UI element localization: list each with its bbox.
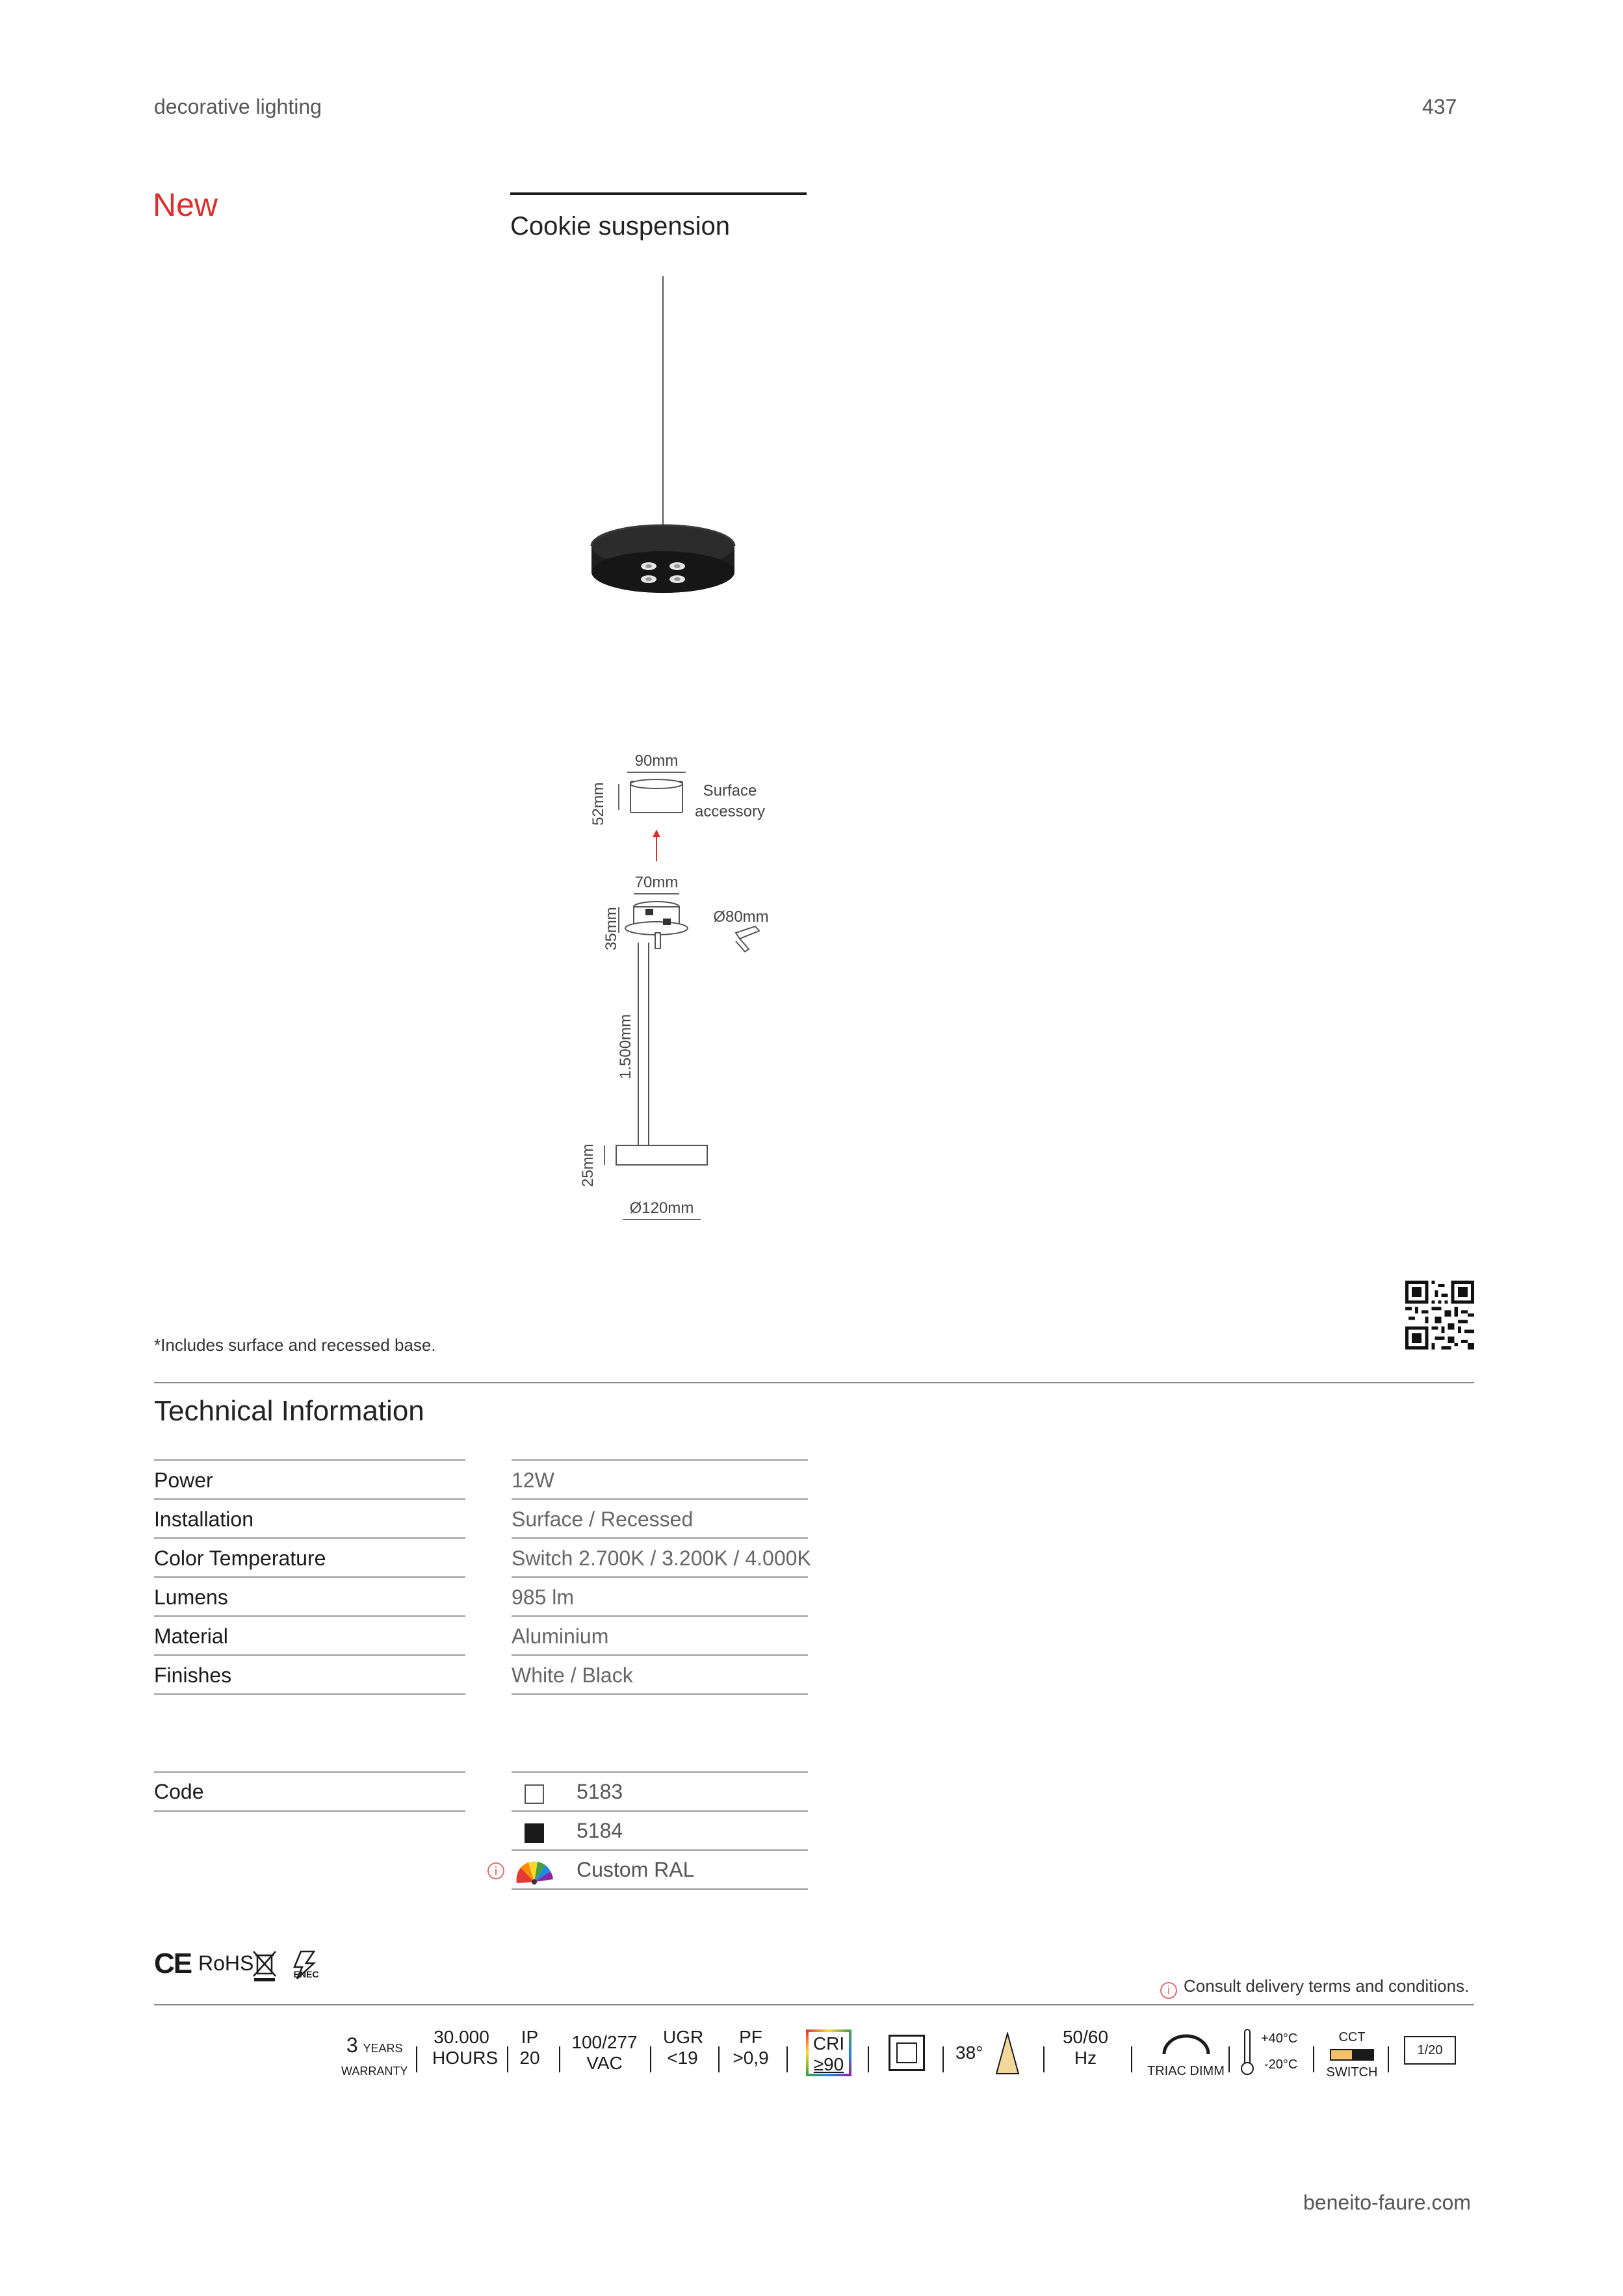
separator xyxy=(559,2046,560,2072)
code-row-ral xyxy=(512,1849,808,1890)
separator xyxy=(416,2046,417,2072)
spec-label: Finishes xyxy=(154,1654,465,1695)
new-badge: New xyxy=(153,187,218,223)
spec-value: Aluminium xyxy=(512,1615,808,1654)
dim-mid-width: 70mm xyxy=(634,874,679,891)
consult-text: Consult delivery terms and conditions. xyxy=(1184,1976,1470,1996)
surface-label-2: accessory xyxy=(694,803,766,820)
separator xyxy=(868,2046,869,2072)
triac-dimm-icon xyxy=(1160,2033,1212,2055)
warranty: 3 YEARS WARRANTY xyxy=(341,2033,408,2078)
spec-label: Lumens xyxy=(154,1576,465,1615)
separator xyxy=(1131,2046,1132,2072)
temp-max: +40°C xyxy=(1261,2031,1298,2046)
website-link[interactable]: beneito-faure.com xyxy=(1303,2191,1471,2214)
beam-angle-value: 38° xyxy=(955,2042,983,2063)
section-divider xyxy=(154,1382,1474,1383)
technical-drawing xyxy=(565,748,786,1229)
spec-value: Switch 2.700K / 3.200K / 4.000K xyxy=(512,1537,808,1576)
dim-hole: Ø80mm xyxy=(713,908,769,926)
ugr: UGR <19 xyxy=(663,2027,704,2068)
separator xyxy=(786,2046,788,2072)
code-value: Custom RAL xyxy=(577,1858,695,1881)
section-name: decorative lighting xyxy=(154,95,322,118)
black-finish-swatch xyxy=(525,1823,544,1843)
separator xyxy=(507,2046,508,2072)
dim-lamp-height: 25mm xyxy=(579,1143,597,1187)
cri-badge: CRI ≥90 xyxy=(806,2029,851,2076)
info-icon: i xyxy=(1160,1982,1177,1999)
separator xyxy=(650,2046,651,2072)
code-row-white xyxy=(512,1771,808,1810)
enec-mark-icon xyxy=(288,1949,324,1980)
code-row-black xyxy=(512,1810,808,1849)
ip-rating: IP 20 xyxy=(519,2027,540,2068)
spec-row-material xyxy=(154,1615,808,1654)
spec-table xyxy=(154,1459,811,1693)
spec-row-power xyxy=(154,1459,808,1498)
footnote: *Includes surface and recessed base. xyxy=(154,1335,436,1355)
title-rule xyxy=(510,192,807,195)
ce-mark: CE xyxy=(154,1948,192,1979)
box-quantity: 1/20 xyxy=(1404,2036,1456,2065)
code-value: 5183 xyxy=(577,1780,623,1803)
separator xyxy=(942,2046,944,2072)
code-label: Code xyxy=(154,1771,465,1812)
consult-note xyxy=(1160,1976,1469,1999)
spec-row-lumens xyxy=(154,1576,808,1615)
qr-code[interactable] xyxy=(1405,1281,1474,1350)
spec-label: Color Temperature xyxy=(154,1537,465,1576)
separator xyxy=(1313,2046,1314,2072)
tech-heading: Technical Information xyxy=(154,1395,424,1427)
hours: 30.000 HOURS xyxy=(432,2027,499,2068)
separator xyxy=(1043,2046,1045,2072)
info-icon[interactable] xyxy=(487,1862,505,1880)
spec-label: Installation xyxy=(154,1498,465,1537)
temp-min: -20°C xyxy=(1264,2057,1298,2072)
frequency: 50/60 Hz xyxy=(1062,2027,1109,2068)
product-title: Cookie suspension xyxy=(510,212,730,241)
weee-bin-icon xyxy=(252,1948,278,1981)
switch-icon xyxy=(1330,2049,1374,2061)
spec-row-finishes xyxy=(154,1654,808,1693)
beam-angle-icon xyxy=(991,2032,1024,2075)
dim-top-width: 90mm xyxy=(634,752,679,770)
separator xyxy=(718,2046,720,2072)
square-lamp-icon xyxy=(889,2035,925,2071)
spec-value: White / Black xyxy=(512,1654,808,1695)
code-value: 5184 xyxy=(577,1819,623,1842)
bottom-divider xyxy=(154,2004,1474,2005)
spec-label: Power xyxy=(154,1459,465,1498)
spec-row-installation xyxy=(154,1498,808,1537)
svg-text:ENEC: ENEC xyxy=(293,1969,319,1979)
spec-row-color-temperature xyxy=(154,1537,811,1576)
page-number: 437 xyxy=(1422,95,1457,118)
white-finish-swatch xyxy=(525,1784,544,1804)
dim-top-height: 52mm xyxy=(590,782,607,826)
triac-label: TRIAC DIMM xyxy=(1147,2064,1225,2078)
power-factor: PF >0,9 xyxy=(733,2027,769,2068)
features-strip xyxy=(335,2027,1479,2098)
dim-mid-height: 35mm xyxy=(603,907,620,950)
dim-cable: 1.500mm xyxy=(617,1013,634,1079)
spec-value: Surface / Recessed xyxy=(512,1498,808,1537)
spec-value: 12W xyxy=(512,1459,808,1498)
product-render xyxy=(572,276,741,614)
surface-label-1: Surface xyxy=(703,782,757,800)
dim-lamp-diameter: Ø120mm xyxy=(629,1199,694,1217)
cct-switch: CCT SWITCH xyxy=(1326,2030,1378,2080)
spec-label: Material xyxy=(154,1615,465,1654)
thermometer-icon xyxy=(1240,2028,1254,2076)
voltage: 100/277 VAC xyxy=(571,2032,638,2073)
separator xyxy=(1388,2046,1389,2072)
rohs-mark: RoHS xyxy=(198,1951,254,1975)
separator xyxy=(1228,2046,1230,2072)
ral-color-fan-icon xyxy=(512,1856,557,1886)
spec-value: 985 lm xyxy=(512,1576,808,1615)
